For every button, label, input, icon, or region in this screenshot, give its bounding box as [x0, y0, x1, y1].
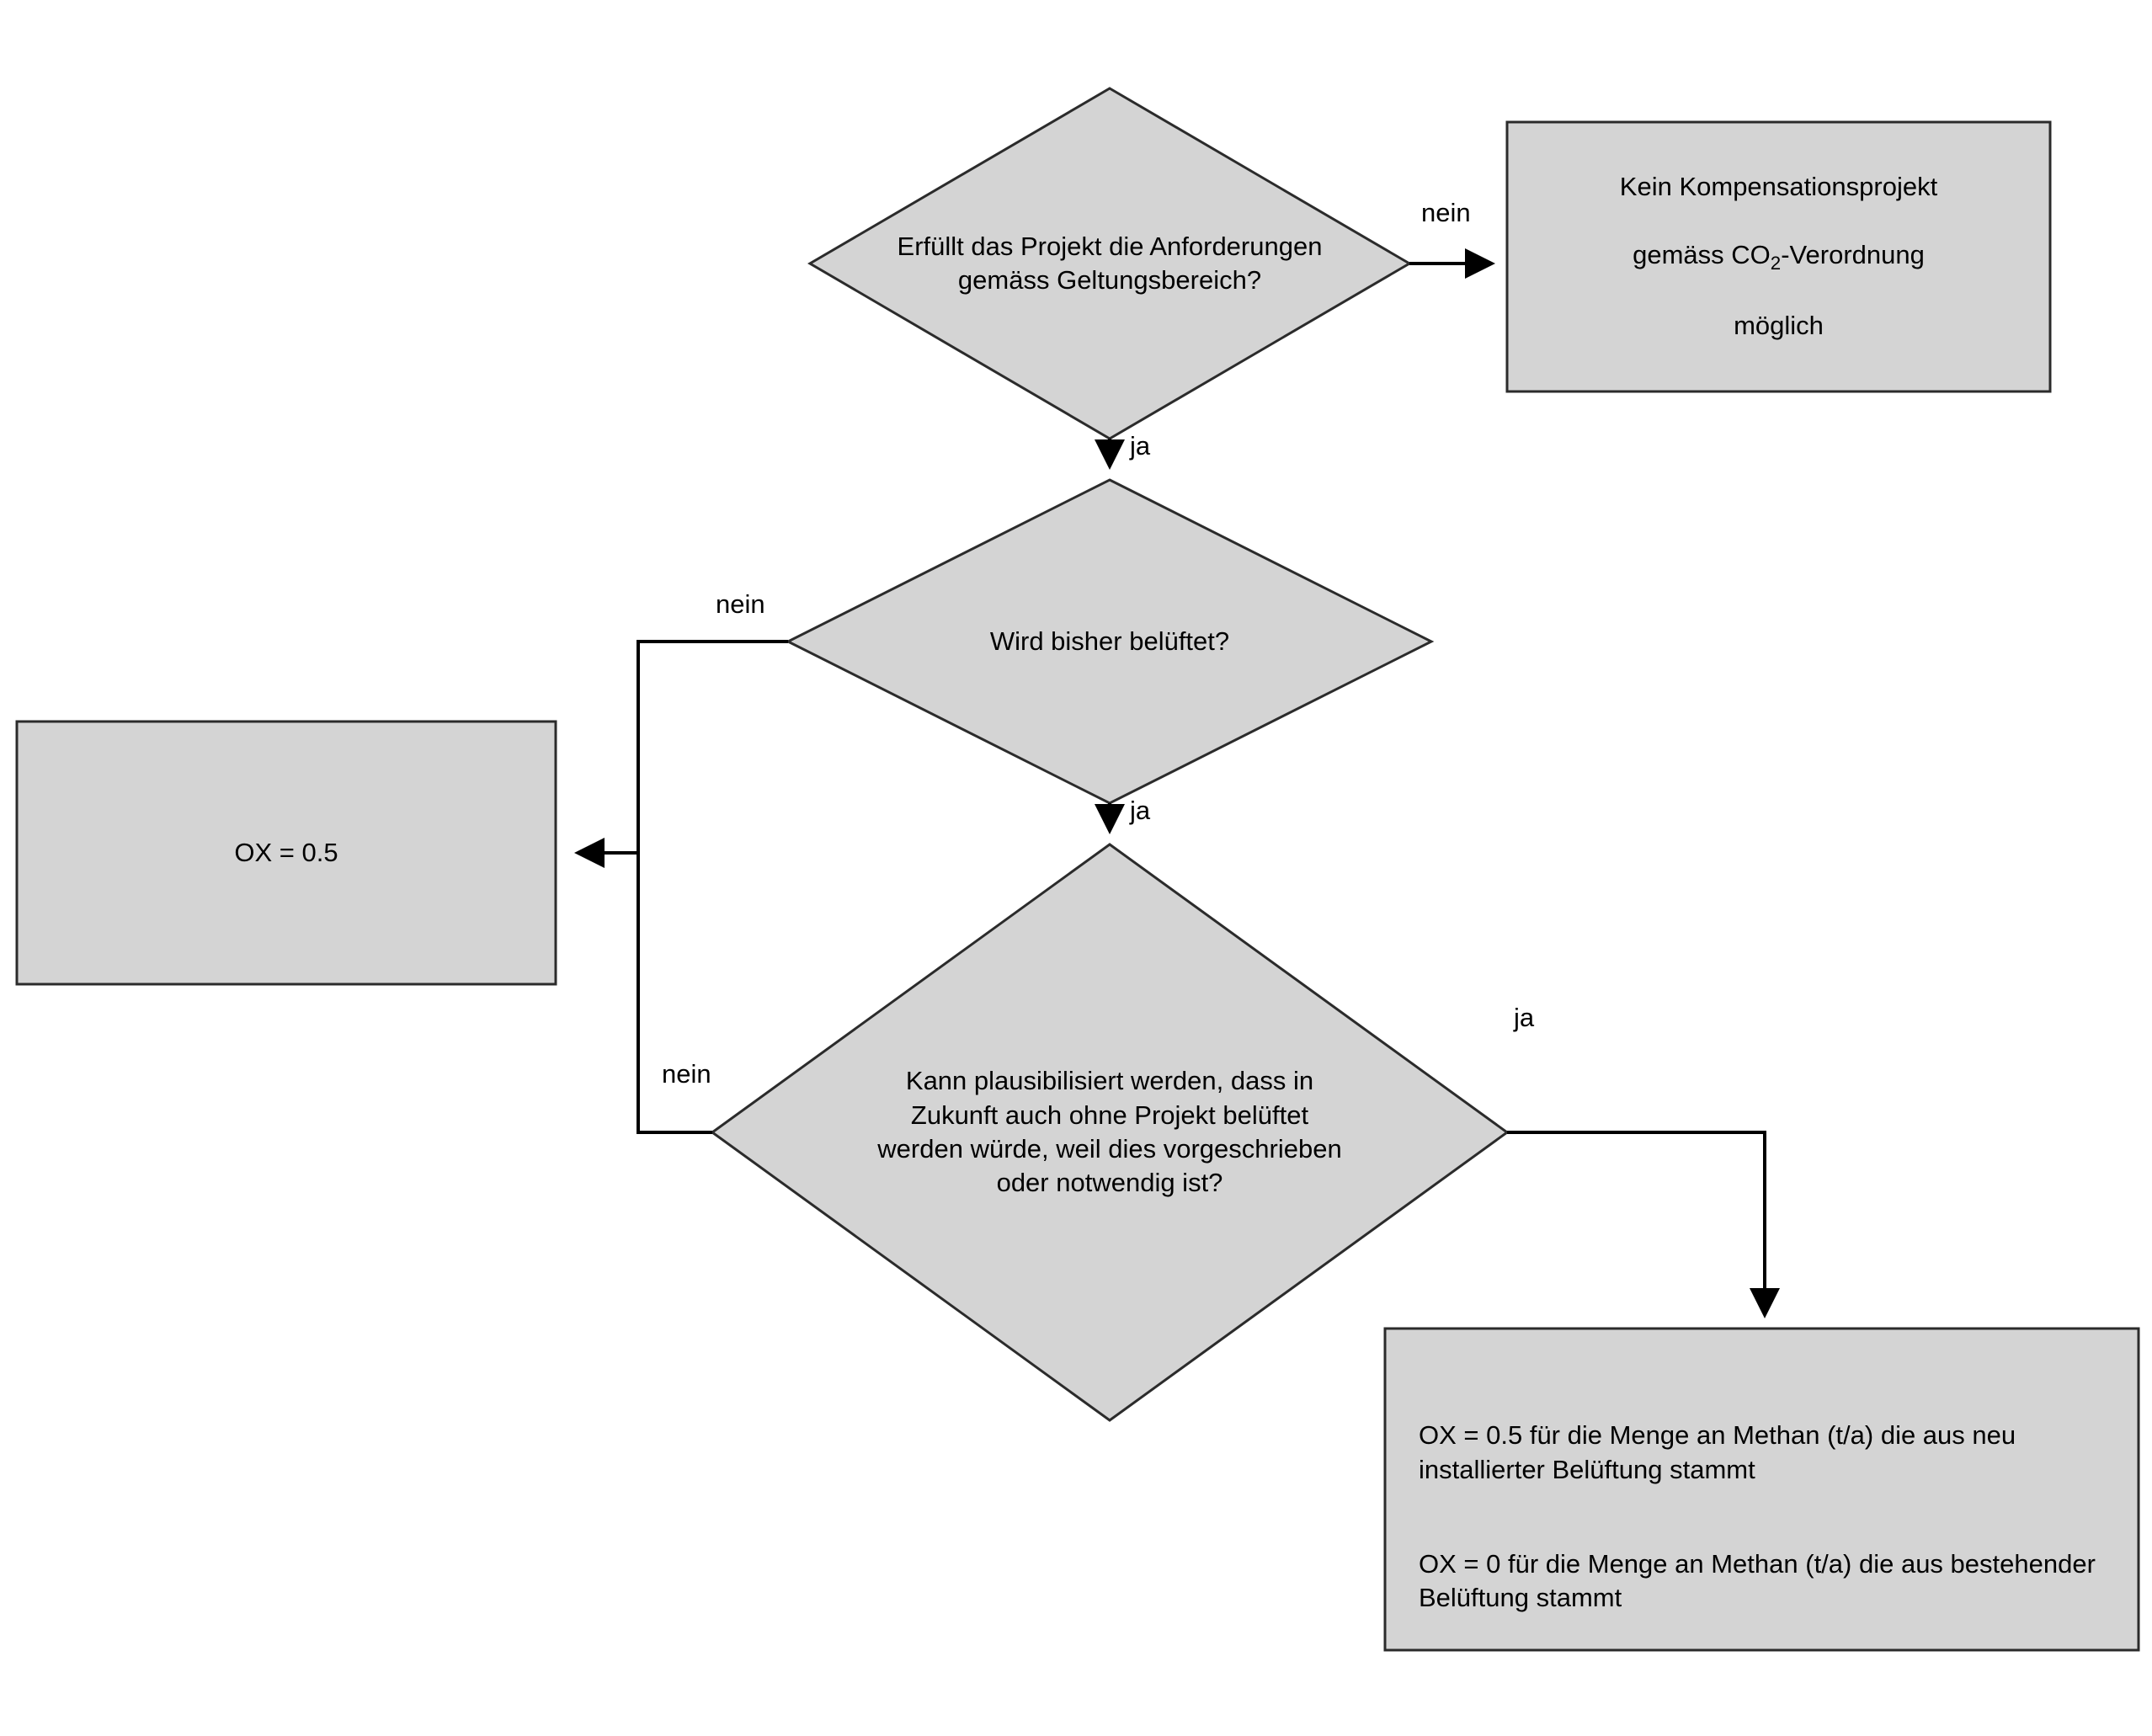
decision-aerated-shape [788, 480, 1431, 803]
decision-plausible-label: Kann plausibilisiert werden, dass in Zukunft auch ohne Projekt belüftet werden würde, weil dies vorgeschrieben oder notwendig ist? [877, 1066, 1342, 1198]
result-ox-mixed-shape [1385, 1329, 2139, 1650]
result-ox-mixed-paragraph-2: OX = 0 für die Menge an Methan (t/a) die aus bestehender Belüftung stammt [1419, 1549, 2096, 1613]
result-no-project-line3: möglich [1734, 311, 1824, 341]
connector-plausible-no [638, 853, 712, 1132]
edge-label-aerated-yes: ja [1130, 796, 1151, 825]
result-no-project-shape [1507, 122, 2050, 391]
result-no-project-line2: gemäss $CO_2$-Verordnung [1633, 239, 1925, 274]
connector-plausible-yes [1507, 1132, 1765, 1313]
result-no-project-line1: Kein Kompensationsprojekt [1619, 172, 1938, 202]
connector-aerated-no [579, 642, 788, 853]
decision-scope-shape [810, 88, 1409, 439]
result-ox05-shape [17, 722, 556, 984]
edge-label-plausible-no: nein [662, 1059, 711, 1089]
edge-label-scope-yes: ja [1130, 431, 1151, 461]
decision-aerated-label: Wird bisher belüftet? [989, 626, 1230, 656]
edge-label-scope-no: nein [1421, 198, 1471, 227]
edge-label-plausible-yes: ja [1514, 1003, 1535, 1032]
result-ox05-label: OX = 0.5 [234, 837, 338, 867]
edge-label-aerated-no: nein [716, 589, 765, 619]
result-ox-mixed-paragraph-1: OX = 0.5 für die Menge an Methan (t/a) die aus neu installierter Belüftung stammt [1419, 1420, 2016, 1484]
decision-scope-label: Erfüllt das Projekt die Anforderungen gemäss Geltungsbereich? [897, 231, 1323, 295]
